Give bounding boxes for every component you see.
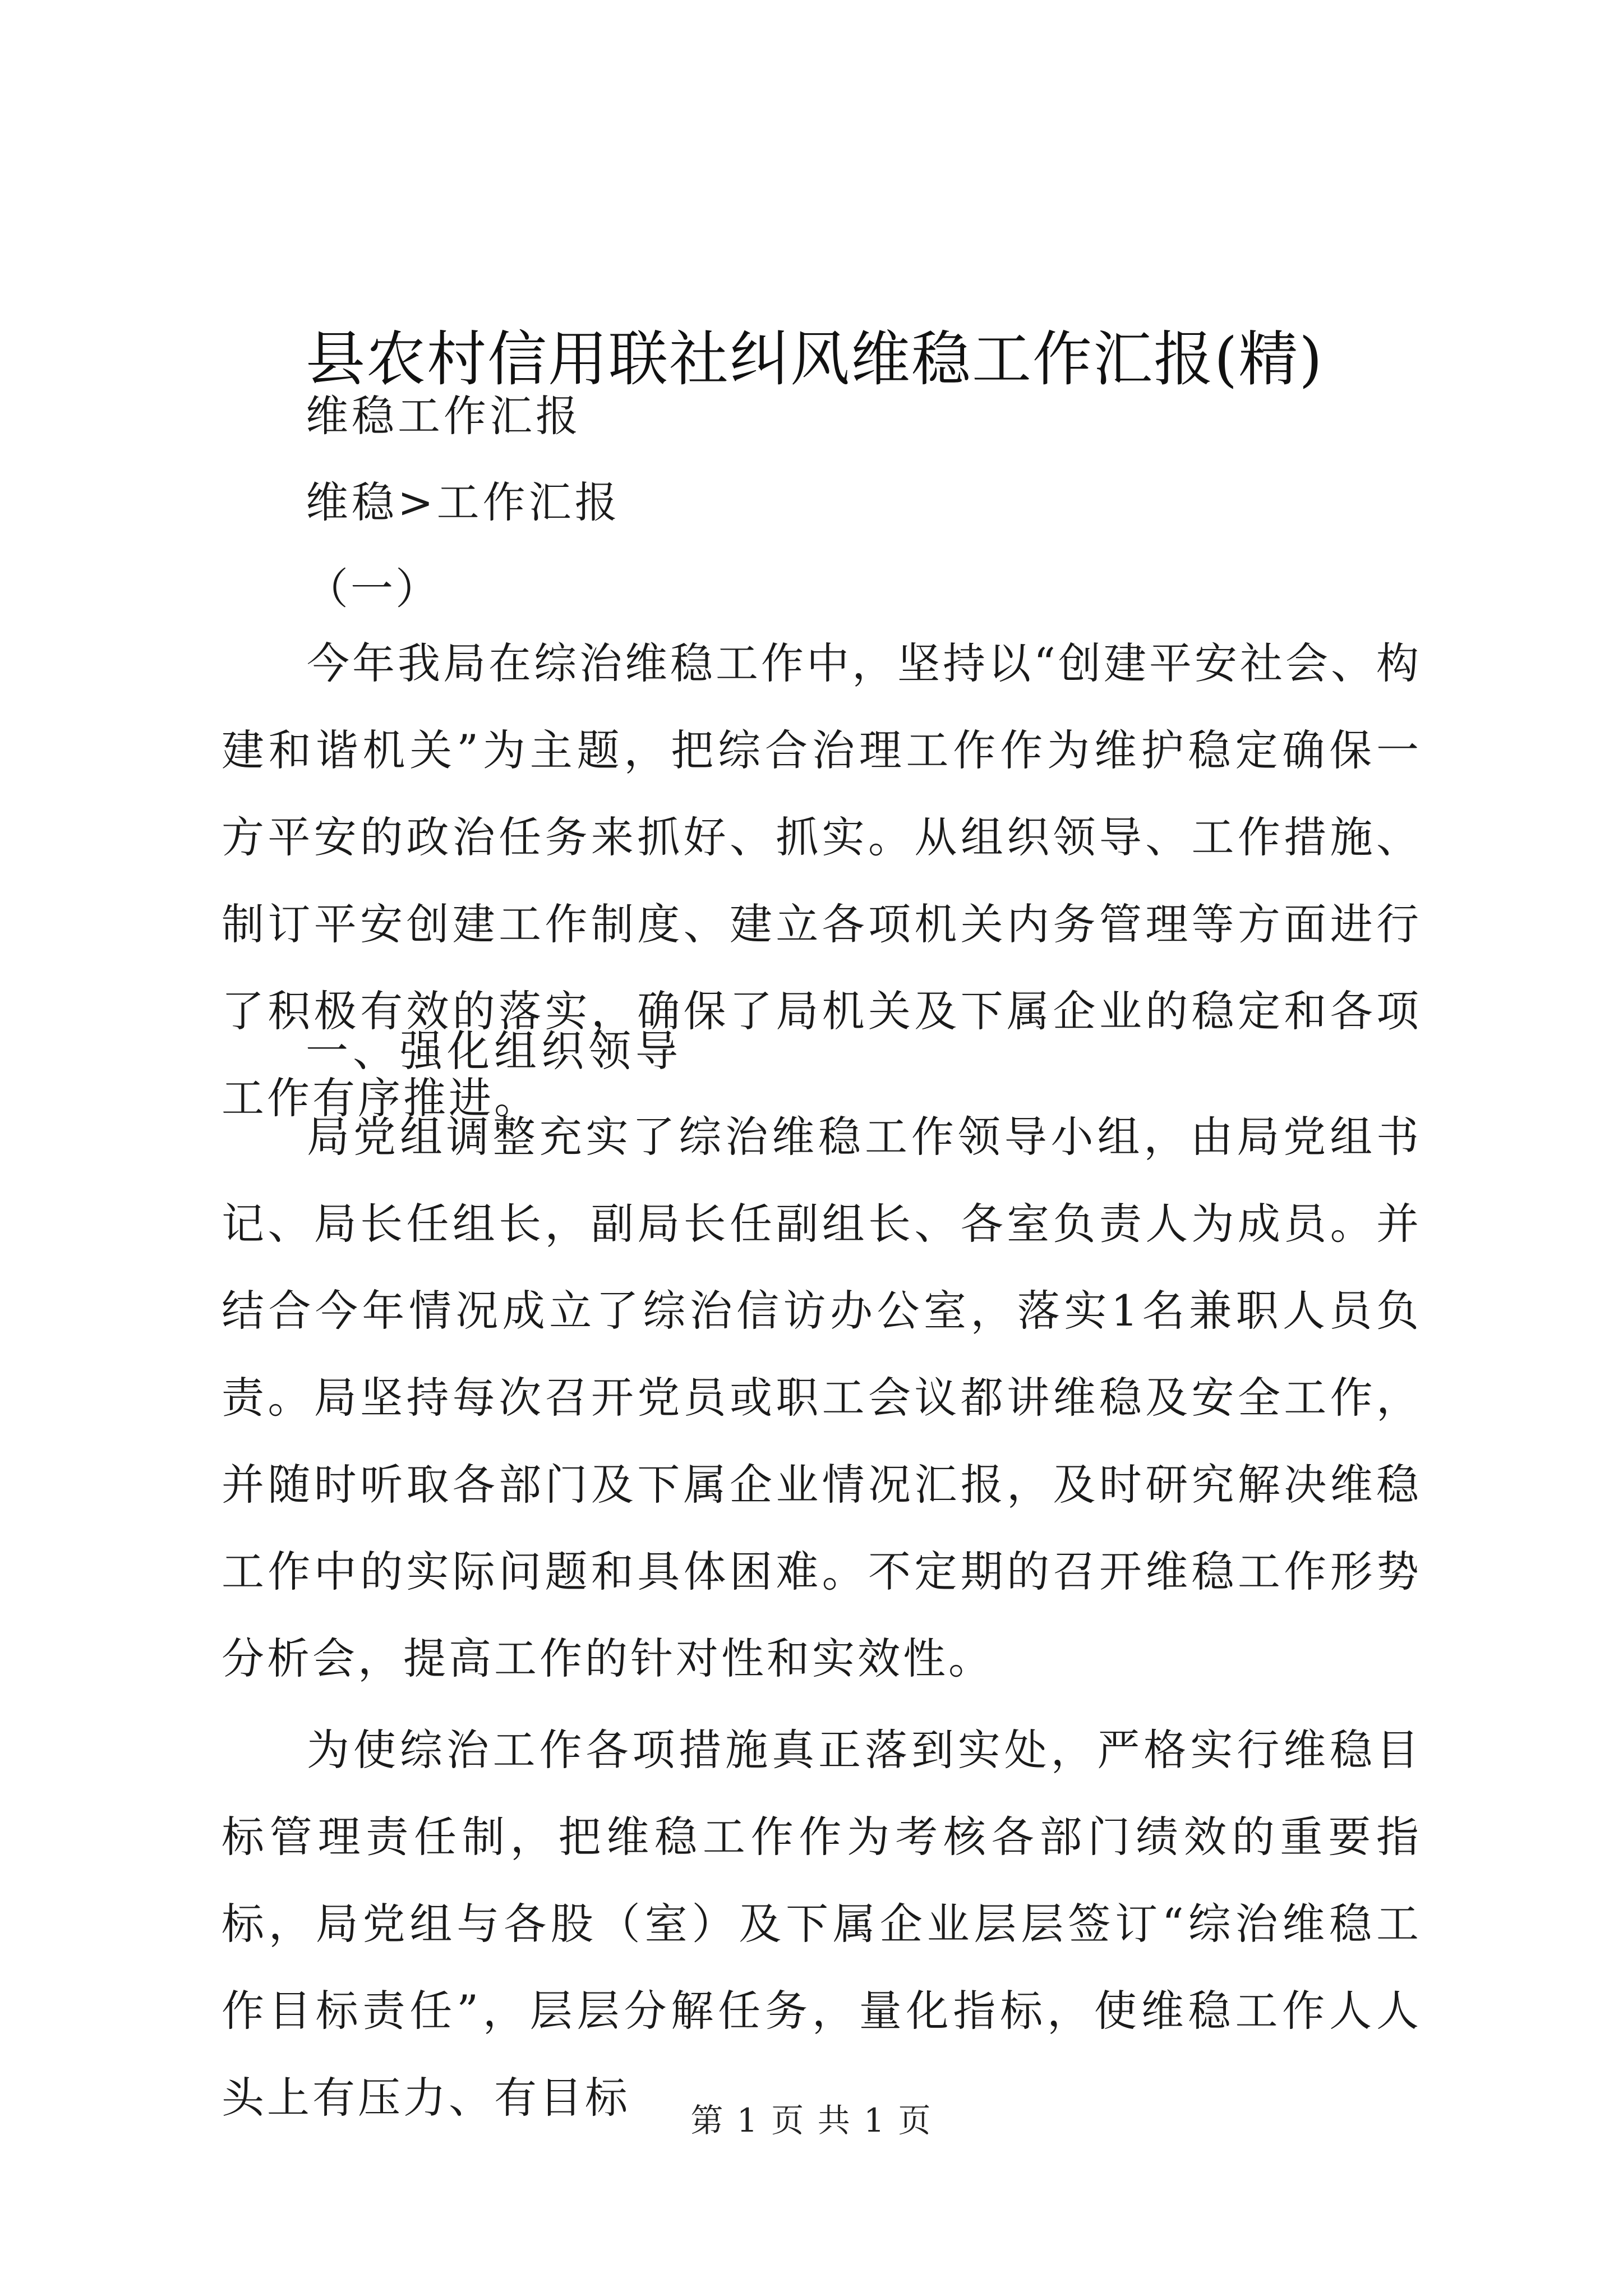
document-title: 县农村信用联社纠风维稳工作汇报(精) — [306, 325, 1324, 394]
page-footer: 第 1 页 共 1 页 — [690, 2101, 933, 2139]
body-paragraph-2: 为使综治工作各项措施真正落到实处，严格实行维稳目标管理责任制，把维稳工作作为考核各部门绩效的重要指标，局党组与各股（室）及下属企业层层签订“综治维稳工作目标责任”，层层分解任务，量化指标，使维稳工作人人头上有压力、有目标 — [222, 1725, 1422, 2123]
intro-paragraph: 今年我局在综治维稳工作中，坚持以“创建平安社会、构建和谐机关”为主题，把综合治理工作作为维护稳定确保一方平安的政治任务来抓好、抓实。从组织领导、工作措施、制订平安创建工作制度、建立各项机关内务管理等方面进行了积极有效的落实，确保了局机关及下属企业的稳定和各项工作有序推进。 — [222, 638, 1422, 1123]
subtitle-line-1: 维稳工作汇报 — [306, 391, 582, 441]
subtitle-line-2: 维稳>工作汇报 — [306, 477, 621, 527]
section-heading: 一、强化组织领导 — [306, 1026, 683, 1076]
section-number: （一） — [306, 564, 440, 614]
body-paragraph-1: 局党组调整充实了综治维稳工作领导小组，由局党组书记、局长任组长，副局长任副组长、各室负责人为成员。并结合今年情况成立了综治信访办公室，落实1名兼职人员负责。局坚持每次召开党员或职工会议都讲维稳及安全工作，并随时听取各部门及下属企业情况汇报，及时研究解决维稳工作中的实际问题和具体困难。不定期的召开维稳工作形势分析会，提高工作的针对性和实效性。 — [222, 1112, 1422, 1683]
